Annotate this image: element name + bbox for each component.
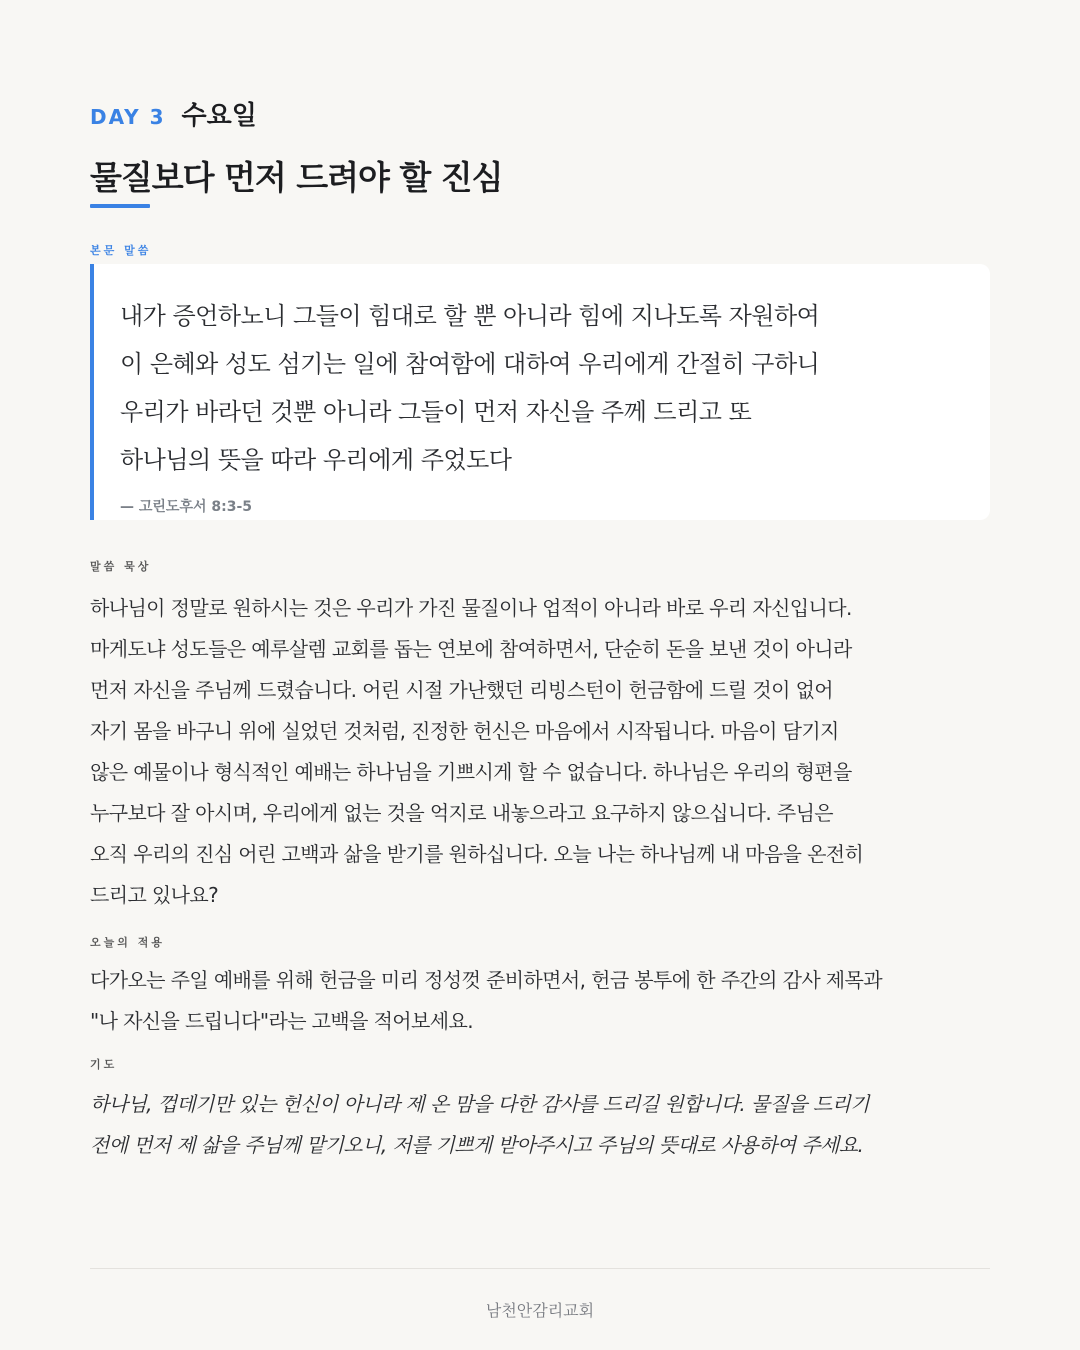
- title-underline: [90, 204, 150, 208]
- day-header: [90, 95, 257, 132]
- devotional-page: [90, 0, 990, 1350]
- prayer-section-label: 기도: [90, 1058, 118, 1071]
- scripture-card: [90, 264, 990, 520]
- scripture-reference: — 고린도후서 8:3-5: [120, 499, 253, 515]
- prayer-text: 하나님, 껍데기만 있는 헌신이 아니라 제 온 맘을 다한 감사를 드리길 원합니다. 물질을 드리기 전에 먼저 제 삶을 주님께 맡기오니, 저를 기쁘게 받아주시고 주님의 뜻대로 사용하여 주세요.: [90, 1092, 870, 1157]
- weekday-label: 수요일: [181, 101, 257, 131]
- day-label: DAY 3: [90, 105, 166, 129]
- application-section-label: 오늘의 적용: [90, 936, 165, 949]
- application-text: 다가오는 주일 예배를 위해 헌금을 미리 정성껏 준비하면서, 헌금 봉투에 한 주간의 감사 제목과 "나 자신을 드립니다"라는 고백을 적어보세요.: [90, 968, 882, 1033]
- page-title: 물질보다 먼저 드려야 할 진심: [90, 158, 503, 197]
- scripture-section-label: 본문 말씀: [90, 244, 152, 257]
- meditation-section-label: 말씀 묵상: [90, 560, 152, 573]
- scripture-text: 내가 증언하노니 그들이 힘대로 할 뿐 아니라 힘에 지나도록 자원하여 이 은혜와 성도 섬기는 일에 참여함에 대하여 우리에게 간절히 구하니 우리가 바라던 것뿐 아니라 그들이 먼저 자신을 주께 드리고 또 하나님의 뜻을 따라 우리에게 주었도다: [120, 302, 820, 474]
- footer-divider: [90, 1268, 990, 1269]
- church-name: 남천안감리교회: [485, 1301, 595, 1320]
- meditation-text: 하나님이 정말로 원하시는 것은 우리가 가진 물질이나 업적이 아니라 바로 우리 자신입니다. 마게도냐 성도들은 예루살렘 교회를 돕는 연보에 참여하면서, 단순히 돈을 보낸 것이 아니라 먼저 자신을 주님께 드렸습니다. 어린 시절 가난했던 리빙스턴이 헌금함에 드릴 것이 없어 자기 몸을 바구니 위에 실었던 것처럼, 진정한 헌신은 마음에서 시작됩니다. 마음이 담기지 않은 예물이나 형식적인 예배는 하나님을 기쁘시게 할 수 없습니다. 하나님은 우리의 형편을 누구보다 잘 아시며, 우리에게 없는 것을 억지로 내놓으라고 요구하지 않으십니다. 주님은 오직 우리의 진심 어린 고백과 삶을 받기를 원하십니다. 오늘 나는 하나님께 내 마음을 온전히 드리고 있나요?: [90, 596, 864, 907]
